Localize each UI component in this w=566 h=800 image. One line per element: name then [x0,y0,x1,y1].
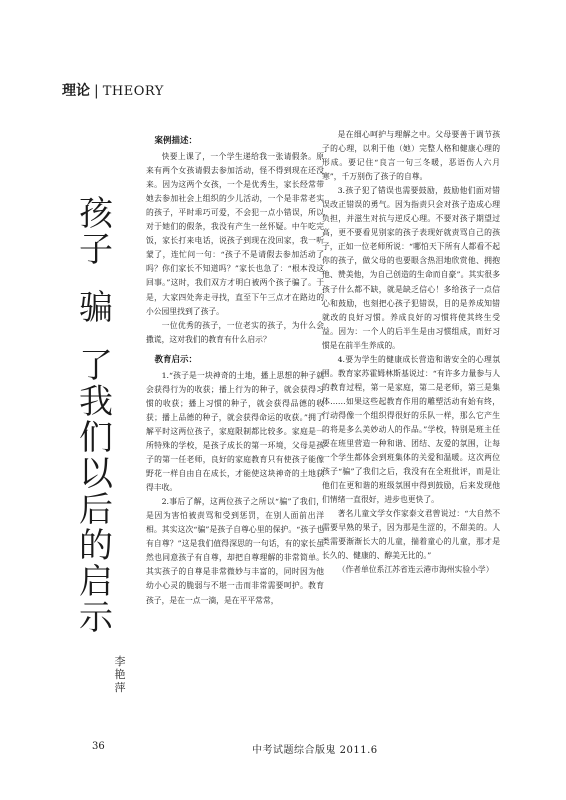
body-paragraph: 4.要为学生的健康成长营造和谐安全的心理氛围。教育家苏霍姆林斯基说过：“有许多力量参与人的教育过程，第一是家庭，第二是老师，第三是集体……如果这些起教育作用的雕塑活动有始有终，行动得像一个组织得很好的乐队一样，那么它产生的将是多么美妙动人的作品。”学校，特别是班主任要在班里营造一种和谐、团结、友爱的氛围，让每一个学生都体会到班集体的关爱和温暖。这次两位孩子“骗”了我们之后，我没有在全班批评，而是让他们在更和谐的班级氛围中得到鼓励，后来发现他们情绪一直很好，进步也更快了。 [322,354,500,505]
body-paragraph: 快要上课了，一个学生递给我一张请假条。原来有两个女孩请假去参加活动，怪不得到现在还没来。因为这两个女孩，一个是优秀生，家长经常带她去参加社会上组织的少儿活动，一个是非常老实的孩子，平时乖巧可爱，不会犯一点小错误，所以对于她们的假条，我没有产生一丝怀疑。中午吃完饭，家长打来电话，说孩子到现在没回家，我一听蒙了，连忙问一句：“孩子不是请假去参加活动了吗？你们家长不知道吗？”家长也急了：“根本没这回事。”这时，我们双方才明白被两个孩子骗了。于是，大家四处奔走寻找，直至下午三点才在路边的小公园里找到了孩子。 [146,152,324,316]
title-char: 我 [79,382,113,422]
title-char: 启 [79,562,113,602]
journal-footer: 中考试题综合版鬼 2011.6 [252,745,378,756]
section-separator: | [94,83,99,99]
title-char: 骗 [79,288,113,328]
body-paragraph: 3.孩子犯了错误也需要鼓励，鼓励他们面对错误改正错误的勇气。因为指责只会对孩子造成心理负担，并滋生对抗与逆反心理。不要对孩子期望过高，更不要看见别家的孩子表现好就责骂自己的孩子，正如一位老师所说：“哪怕天下所有人都看不起你的孩子，做父母的也要眼含热泪地欣赏他、拥抱他、赞美他，为自己创造的生命而自豪”。其实很多孩子什么都不缺，就是缺乏信心！多给孩子一点信心和鼓励，也刻把心孩子犯错误，目的是养成知错就改的良好习惯。养成良好的习惯将使其终生受益。因为：一个人的后半生是由习惯组成，而好习惯是在前半生养成的。 [322,186,500,350]
section-label-en: THEORY [102,84,164,99]
insight-heading: 教育启示： [154,354,198,365]
title-char: 孩 [79,194,113,234]
body-column-right [322,128,500,718]
body-paragraph: 2.事后了解，这两位孩子之所以“骗”了我们，是因为害怕被责骂和受到惩罚，在别人面前出洋相。其实这次“骗”是孩子自尊心里的保护。“孩子也有自尊？”这是我们值得深思的一句话，有的家长虽然也同意孩子有自尊，却把自尊理解的非常简单。其实孩子的自尊是非常微妙与丰富的，同时因为他幼小心灵的脆弱与不堪一击而非常需要呵护。教育孩子，是在一点一滴，是在平平常常， [146,497,324,605]
title-char: 示 [79,598,113,638]
body-paragraph: 一位优秀的孩子，一位老实的孩子，为什么会撒谎，这对我们的教育有什么启示？ [146,320,324,344]
author-affiliation: （作者单位系江苏省连云港市海州实验小学） [337,565,494,575]
title-char: 子 [79,230,113,270]
author-name [112,655,128,694]
section-header [62,80,164,100]
case-heading: 案例描述： [154,136,198,146]
body-column-left [146,128,324,718]
title-char: 的 [79,526,113,566]
title-char: 以 [79,454,113,494]
title-char: 们 [79,418,113,458]
body-paragraph: 著名儿童文学女作家泰文君曾说过：“大自然不需要早熟的果子，因为那是生涩的，不甜美的。人类需要渐渐长大的儿童，揣着童心的儿童，那才是长久的、健康的、醇美无比的。” [322,509,500,561]
body-paragraph: 是在细心呵护与理解之中。父母要善于调节孩子的心理，以利于他（她）完整人格和健康心理的形成。要记住“良言一句三冬暖，恶语伤人六月寒”，千万别伤了孩子的自尊。 [322,130,500,182]
page-number: 36 [92,741,105,752]
body-paragraph: 1.“孩子是一块神奇的土地，播上思想的种子就会获得行为的收获；播上行为的种子，就会获得习惯的收获；播上习惯的种子，就会获得品德的收获；播上品德的种子，就会获得命运的收获。”拥了解平时这两位孩子，家庭限制都比较多。家庭是一所特殊的学校，是孩子成长的第一环境，父母是孩子的第一任老师，良好的家庭教育只有使孩子能像野花一样自由自在成长，才能使这块神奇的土地获得丰收。 [146,370,324,493]
author-char: 艳 [114,668,126,681]
title-char: 了 [79,346,113,386]
author-char: 李 [114,655,126,668]
author-char: 萍 [114,681,126,694]
title-char: 后 [79,490,113,530]
section-label-zh: 理论 [62,83,90,99]
article-title [78,196,114,636]
